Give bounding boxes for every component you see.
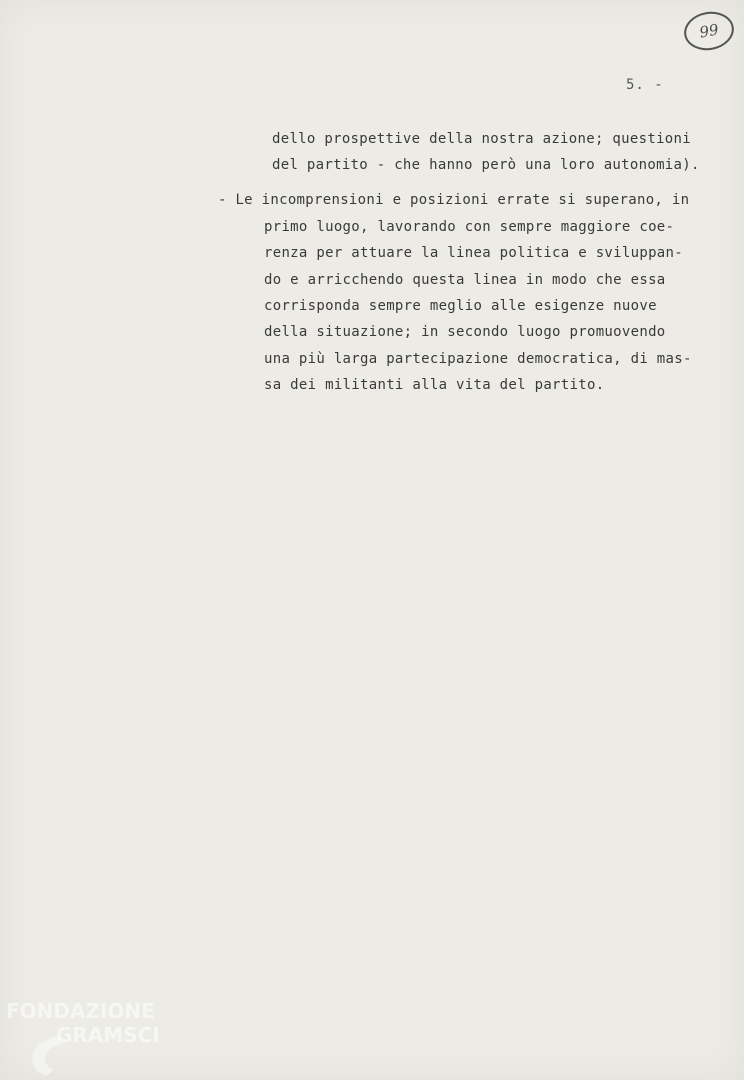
text-line: una più larga partecipazione democratica, di mas- [264, 351, 692, 367]
text-line: renza per attuare la linea politica e sviluppan- [264, 245, 683, 261]
archive-page-stamp [681, 8, 737, 54]
watermark-line1: FONDAZIONE [6, 999, 155, 1023]
text-line: corrisponda sempre meglio alle esigenze nuove [264, 298, 657, 314]
text-line: primo luogo, lavorando con sempre maggiore coe- [264, 219, 675, 235]
watermark-line2: GRAMSCI [56, 1023, 160, 1047]
text-line: sa dei militanti alla vita del partito. [264, 377, 605, 393]
text-line: della situazione; in secondo luogo promuovendo [264, 324, 666, 340]
text-line: - Le incomprensioni e posizioni errate si superano, in [218, 192, 690, 208]
fondazione-gramsci-watermark-logo [2, 998, 192, 1078]
text-line: do e arricchendo questa linea in modo che essa [264, 272, 666, 288]
text-line: del partito - che hanno però una loro autonomia). [272, 157, 700, 173]
page-number: 5. - [626, 77, 664, 93]
text-line: dello prospettive della nostra azione; questioni [272, 131, 691, 147]
stamp-number: 99 [698, 20, 720, 42]
